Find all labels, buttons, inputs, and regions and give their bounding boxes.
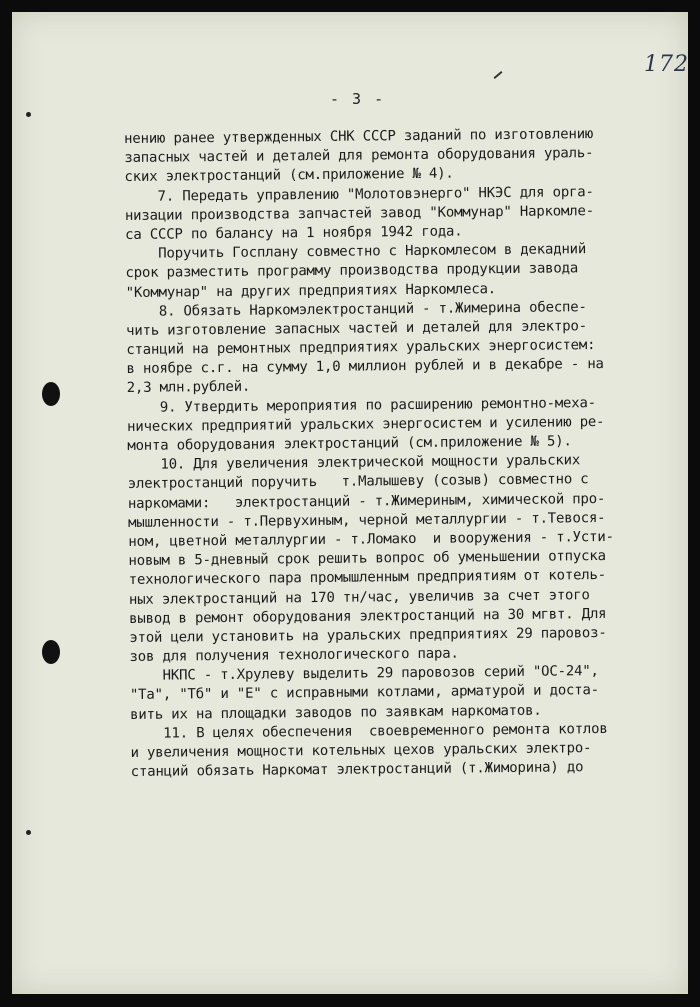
text-line: ном, цветной металлургии - т.Ломако и вооружения - т.Усти- [128, 528, 614, 550]
text-line: нению ранее утвержденных СНК СССР заданий по изготовлению [124, 126, 594, 147]
text-line: мышленности - т.Первухиным, черной металлургии - т.Тевося- [128, 509, 606, 531]
text-line: монта оборудования электростанций (см.приложение № 5). [127, 433, 572, 454]
text-line: вывод в ремонт оборудования электростанций на 30 мгвт. Для [129, 605, 607, 627]
text-line: "Коммунар" на других предприятиях Наркомлеса. [125, 280, 497, 301]
text-line: технологического пара промышленным предприятиям от котель- [128, 567, 607, 589]
document-page [12, 12, 688, 994]
text-line: запасных частей и деталей для ремонта оборудования ураль- [124, 145, 594, 167]
text-line: 8. Обязать Наркомэлектростанций - т.Жимерина обеспе- [125, 298, 587, 320]
text-line: чить изготовление запасных частей и деталей для электро- [126, 318, 587, 339]
text-line: ных электростанций на 170 тн/час, увеличив за счет этого [128, 586, 590, 608]
text-line: электростанций поручить т.Малышеву (созыв) совместно с [127, 471, 589, 493]
text-line: 7. Передать управлению "Молотовэнерго" НКЭС для орга- [124, 183, 594, 205]
text-line: 10. Для увеличения электрической мощности уральских [127, 452, 581, 474]
text-line: этой цели установить на уральских предприятиях 29 паровоз- [129, 624, 607, 646]
text-line: "Та", "Тб" и "Е" с исправными котлами, арматурой и доста- [129, 682, 600, 704]
text-line: станций на ремонтных предприятиях уральских энергосистем: [126, 337, 596, 359]
punch-hole-lower [42, 640, 60, 664]
text-line: Поручить Госплану совместно с Наркомлесом в декадний [125, 241, 587, 263]
text-line: са СССР по балансу на 1 ноября 1942 года. [125, 223, 463, 243]
text-line: 11. В целях обеспечения своевременного ремонта котлов [130, 720, 608, 742]
text-line: 2,3 млн.рублей. [126, 379, 251, 397]
document-body [124, 124, 691, 782]
text-line: нических предприятий уральских энергосистем и усилению ре- [127, 413, 605, 435]
text-line: наркомами: электростанций - т.Жимериным, химической про- [127, 490, 606, 512]
pin-hole-bottom [26, 830, 31, 835]
text-line: и увеличения мощности котельных цехов уральских электро- [130, 740, 592, 761]
text-line: низации производства запчастей завод "Коммунар" Наркомле- [124, 202, 595, 224]
text-line: срок разместить программу производства продукции завода [125, 260, 579, 282]
archive-page-number: 172 [644, 52, 689, 77]
pen-mark [494, 71, 503, 79]
punch-hole-upper [42, 382, 60, 406]
text-line: новым в 5-дневный срок решить вопрос об уменьшении отпуска [128, 548, 606, 570]
text-line: вить их на площадки заводов по заявкам наркоматов. [130, 702, 542, 723]
text-line: в ноябре с.г. на сумму 1,0 миллион рублей и в декабре - на [126, 356, 604, 378]
text-line: НКПС - т.Хрулеву выделить 29 паровозов серий "ОС-24", [129, 663, 599, 685]
text-line: ских электростанций (см.приложение № 4). [124, 165, 454, 186]
pin-hole-top [26, 112, 31, 117]
text-line: зов для получения технологического пара. [129, 645, 459, 666]
text-line: 9. Утвердить мероприятия по расширению ремонтно-меха- [126, 394, 597, 416]
text-line: станций обязать Наркомат электростанций (т.Жиморина) до [130, 759, 584, 781]
page-number: - 3 - [330, 90, 386, 108]
